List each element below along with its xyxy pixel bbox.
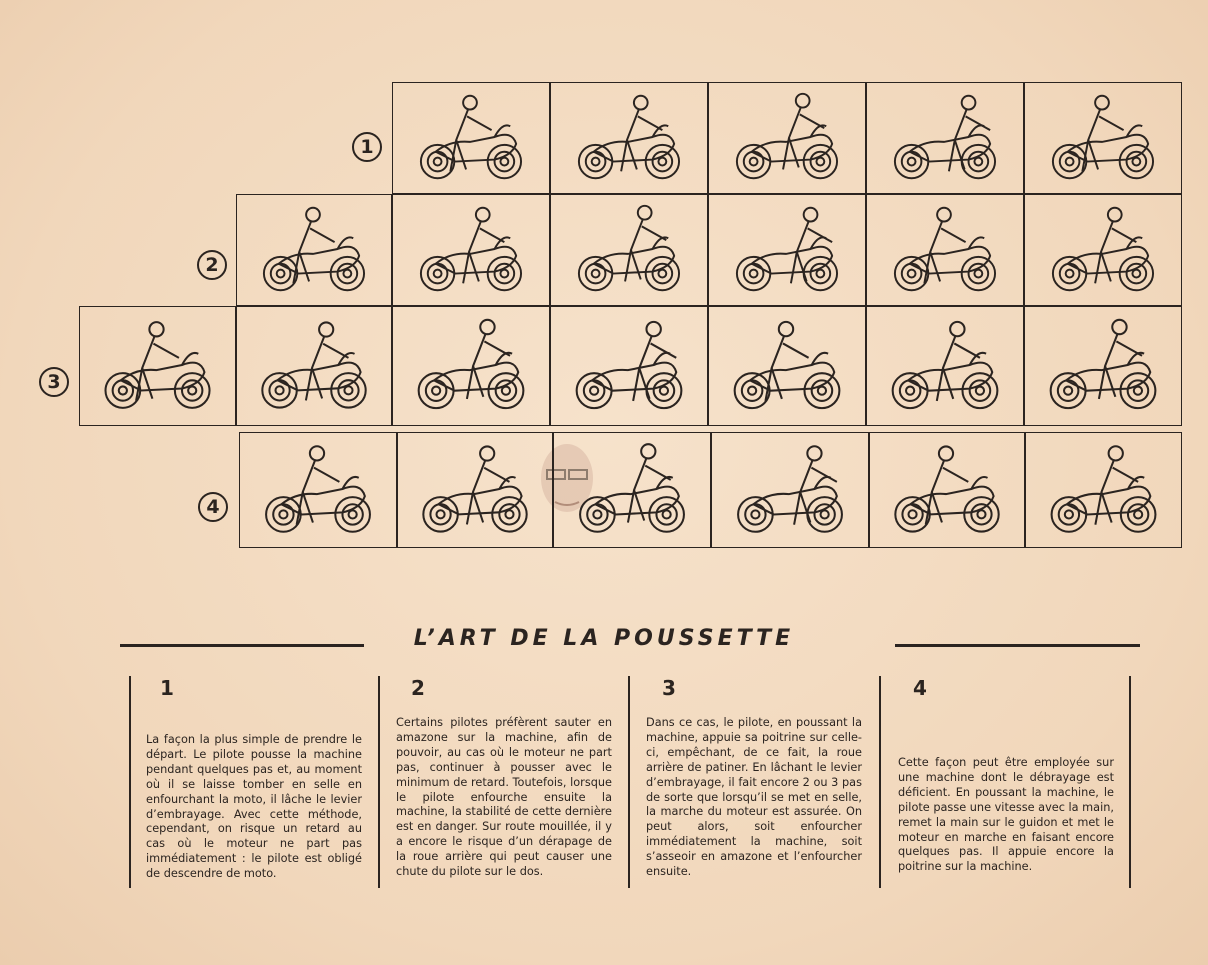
- motorcycle-rider-drawing: [237, 195, 389, 303]
- illustration-panel: [711, 432, 869, 548]
- motorcycle-rider-drawing: [1025, 195, 1179, 303]
- motorcycle-rider-drawing: [554, 433, 708, 545]
- illustration-panel: [866, 194, 1024, 306]
- illustration-panel: [550, 194, 708, 306]
- motorcycle-rider-drawing: [712, 433, 866, 545]
- motorcycle-rider-drawing: [551, 307, 705, 423]
- column-divider: [1129, 676, 1131, 888]
- illustration-panel: [1025, 432, 1182, 548]
- row-label-3: 3: [39, 367, 69, 397]
- column-divider: [378, 676, 380, 888]
- motorcycle-rider-drawing: [237, 307, 389, 423]
- illustration-panel: [1024, 82, 1182, 194]
- illustration-panel: [869, 432, 1025, 548]
- column-text-1: La façon la plus simple de prendre le départ. Le pilote pousse la machine pendant quelques pas et, au moment où il se laisse tomber en selle en enfourchant la moto, il lâche le levier d’embrayage. Avec cette méthode, cependant, on risque un retard au cas où le moteur ne part pas immédiatement : le pilote est obligé de descendre de moto.: [146, 733, 362, 881]
- illustration-panel: [866, 82, 1024, 194]
- column-number-3: 3: [662, 676, 676, 700]
- motorcycle-rider-drawing: [393, 307, 547, 423]
- column-text-2: Certains pilotes préfèrent sauter en amazone sur la machine, afin de pouvoir, au cas où le moteur ne part pas, continuer à pousser avec le minimum de retard. Toutefois, lorsque le pilote enfourche ensuite la machine, la stabilité de cette dernière est en danger. Sur route mouillée, il y a encore le risque d’un dérapage de la roue arrière qui peut causer une chute du pilote sur le dos.: [396, 716, 612, 879]
- column-text-3: Dans ce cas, le pilote, en poussant la machine, appuie sa poitrine sur celle-ci, empêchant, de ce fait, la roue arrière de patiner. En lâchant le levier d’embrayage, il fait encore 2 ou 3 pas de sorte que lorsqu’il se met en selle, la marche du moteur est assurée. On peut alors, soit enfourcher immédiatement la machine, soit s’asseoir en amazone et l’enfourcher ensuite.: [646, 716, 862, 879]
- motorcycle-rider-drawing: [1025, 307, 1179, 423]
- column-number-2: 2: [411, 676, 425, 700]
- illustration-panel: [392, 306, 550, 426]
- motorcycle-rider-drawing: [1025, 83, 1179, 191]
- motorcycle-rider-drawing: [1026, 433, 1179, 545]
- motorcycle-rider-drawing: [80, 307, 233, 423]
- motorcycle-rider-drawing: [709, 307, 863, 423]
- page-title: L’ART DE LA POUSSETTE: [413, 626, 795, 651]
- illustration-panel: [236, 194, 392, 306]
- illustration-panel: [866, 306, 1024, 426]
- illustration-panel: [79, 306, 236, 426]
- column-text-4: Cette façon peut être employée sur une machine dont le débrayage est déficient. En poussant la machine, le pilote passe une vitesse avec la main, remet la main sur le guidon et met le moteur en marche en faisant encore quelques pas. Il appuie encore la poitrine sur la machine.: [898, 756, 1114, 874]
- column-divider: [628, 676, 630, 888]
- illustration-panel: [1024, 194, 1182, 306]
- motorcycle-rider-drawing: [709, 195, 863, 303]
- motorcycle-rider-drawing: [870, 433, 1022, 545]
- motorcycle-rider-drawing: [398, 433, 550, 545]
- illustration-panel: [708, 82, 866, 194]
- illustration-panel: [550, 82, 708, 194]
- illustration-panel: [553, 432, 711, 548]
- motorcycle-rider-drawing: [867, 307, 1021, 423]
- row-label-1: 1: [352, 132, 382, 162]
- motorcycle-rider-drawing: [709, 83, 863, 191]
- column-number-4: 4: [913, 676, 927, 700]
- row-label-4: 4: [198, 492, 228, 522]
- motorcycle-rider-drawing: [867, 195, 1021, 303]
- motorcycle-rider-drawing: [867, 83, 1021, 191]
- motorcycle-rider-drawing: [393, 195, 547, 303]
- motorcycle-rider-drawing: [551, 195, 705, 303]
- illustration-panel: [708, 306, 866, 426]
- motorcycle-rider-drawing: [551, 83, 705, 191]
- title-rule-right: [895, 644, 1140, 647]
- illustration-panel: [239, 432, 397, 548]
- column-divider: [879, 676, 881, 888]
- illustration-panel: [397, 432, 553, 548]
- illustration-panel: [1024, 306, 1182, 426]
- motorcycle-rider-drawing: [393, 83, 547, 191]
- illustration-panel: [392, 194, 550, 306]
- column-divider: [129, 676, 131, 888]
- column-number-1: 1: [160, 676, 174, 700]
- illustration-panel: [236, 306, 392, 426]
- row-label-2: 2: [197, 250, 227, 280]
- motorcycle-rider-drawing: [240, 433, 394, 545]
- illustration-panel: [708, 194, 866, 306]
- illustration-panel: [392, 82, 550, 194]
- illustration-panel: [550, 306, 708, 426]
